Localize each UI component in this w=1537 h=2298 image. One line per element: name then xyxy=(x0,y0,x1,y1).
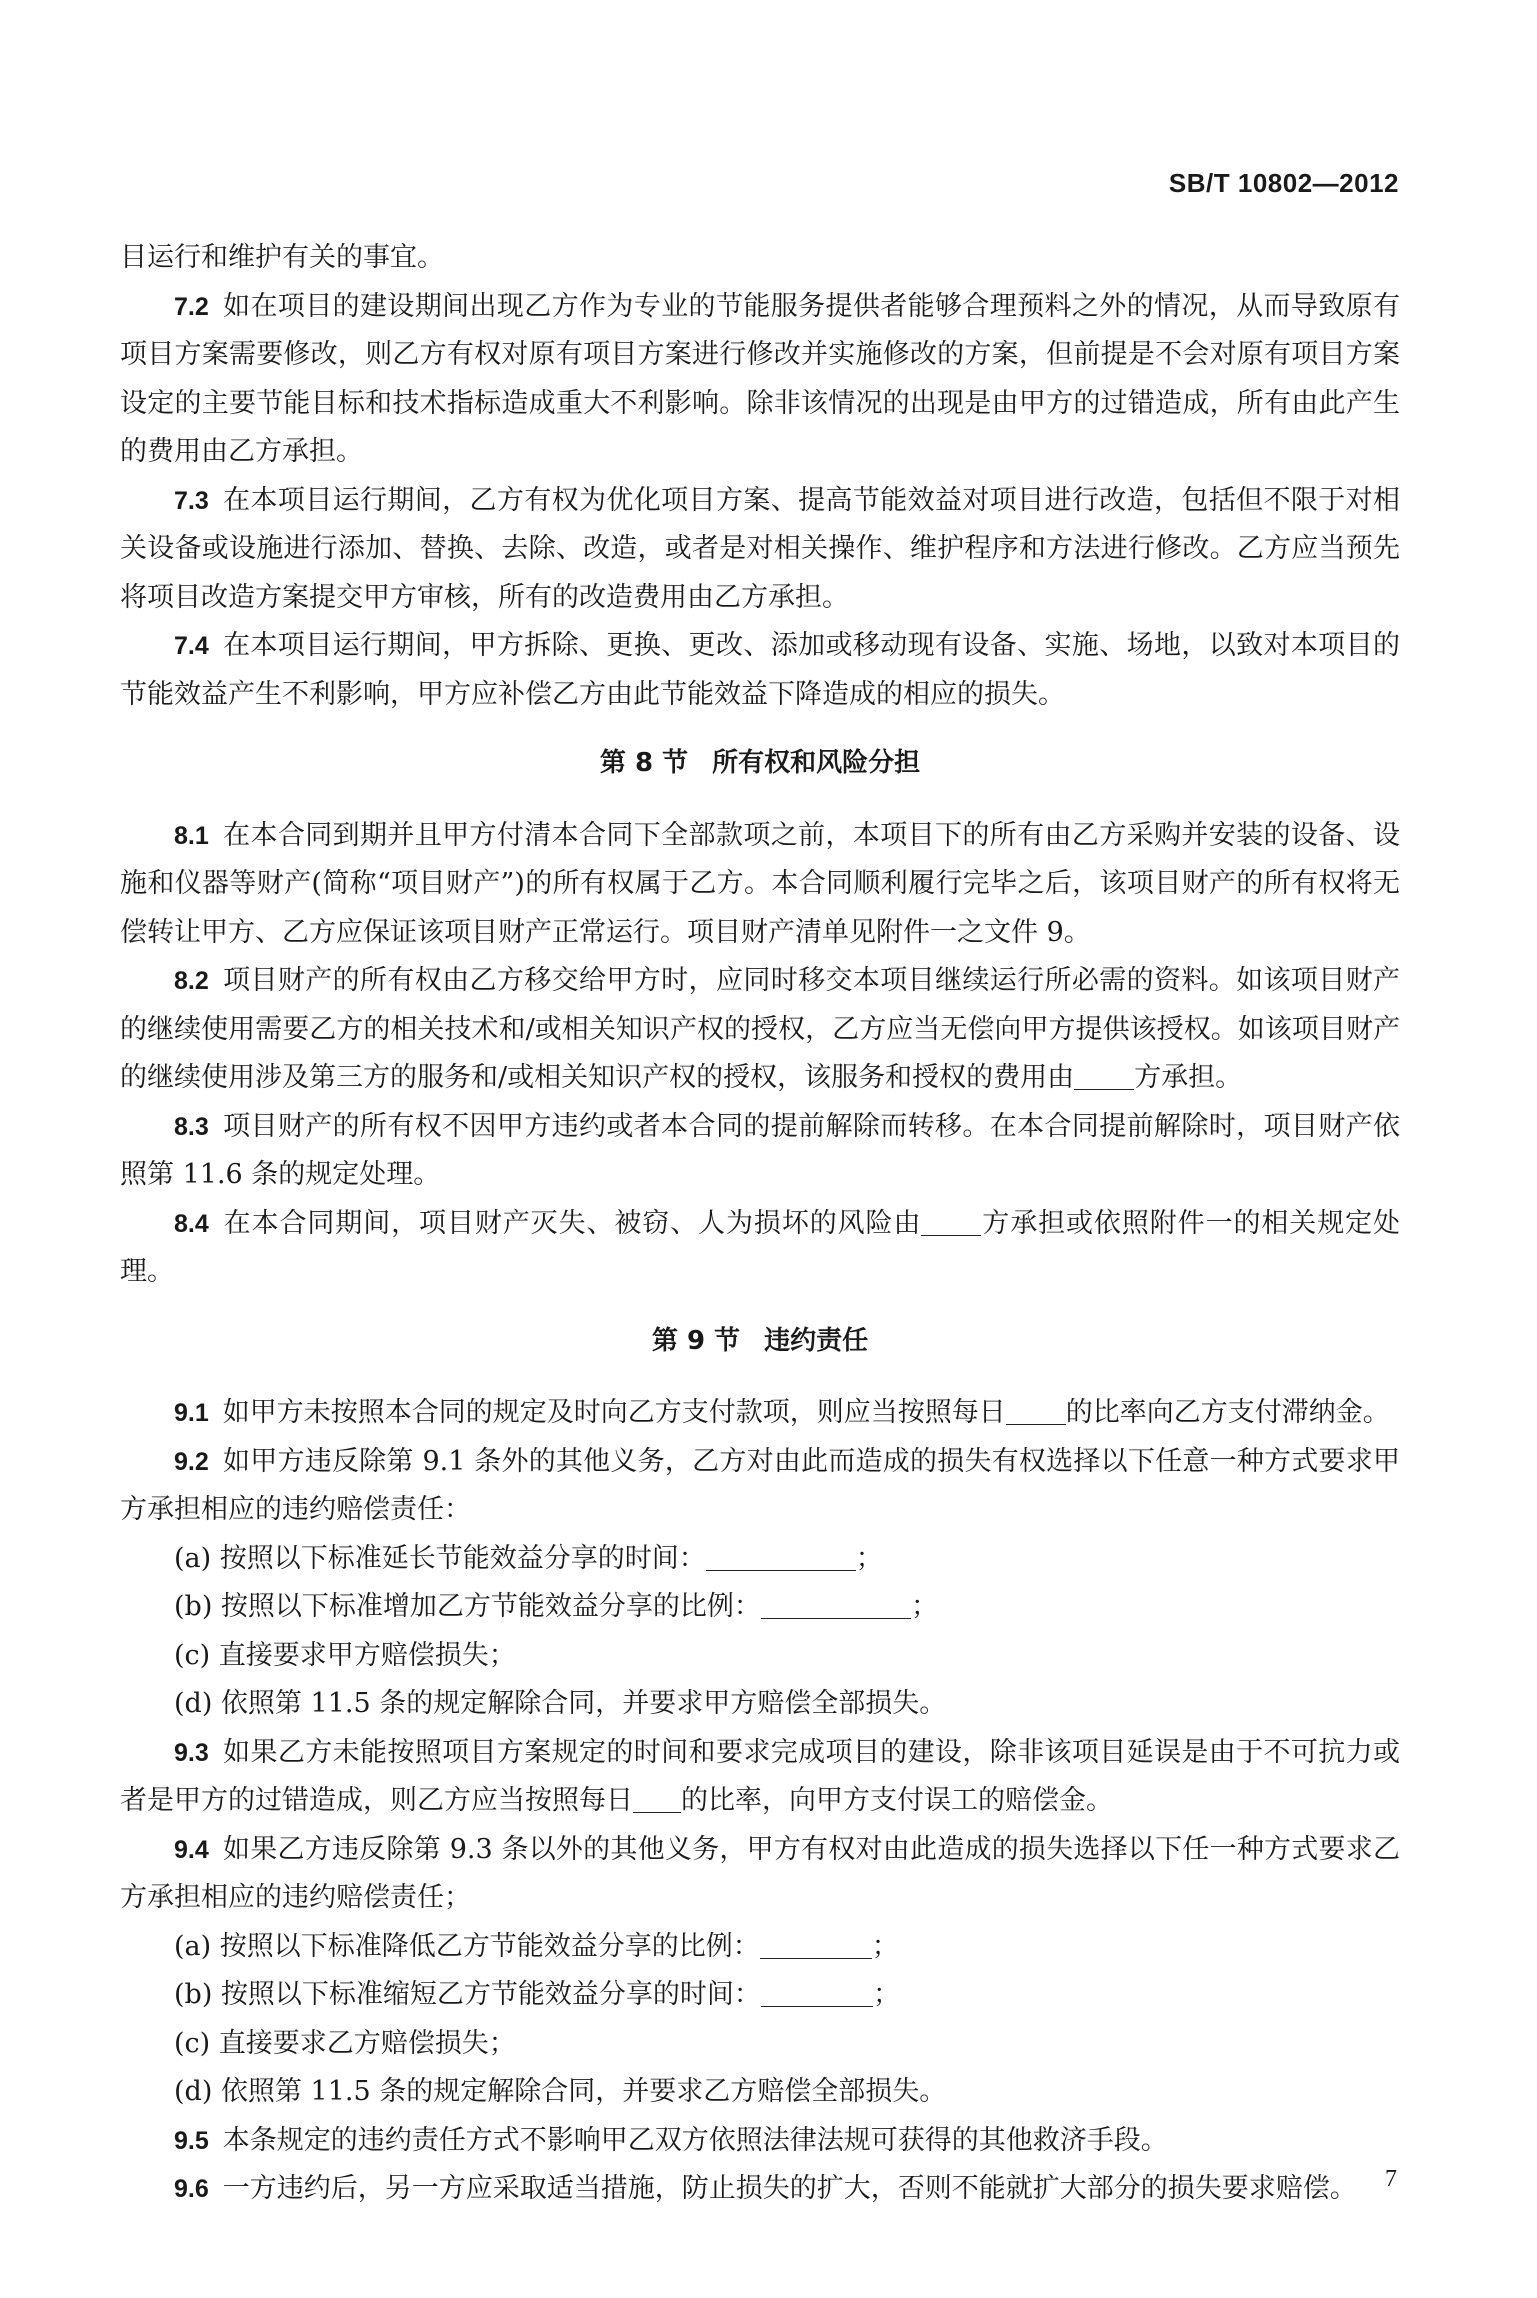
clause-text-cont: 方承担或依照附件一的相关规定处理。 xyxy=(120,1207,1401,1287)
clause-7-3 xyxy=(120,477,1400,623)
clause-9-2 xyxy=(120,1438,1400,1535)
fill-blank xyxy=(706,1540,856,1571)
fill-blank xyxy=(1074,1059,1134,1090)
clause-text: 如在项目的建设期间出现乙方作为专业的节能服务提供者能够合理预料之外的情况，从而导致原有项目方案需要修改，则乙方有权对原有项目方案进行修改并实施修改的方案，但前提是不会对原有项目方案设定的主要节能目标和技术指标造成重大不利影响。除非该情况的出现是由甲方的过错造成，所有由此产生的费用由乙方承担。 xyxy=(120,290,1400,467)
fill-blank xyxy=(761,1588,911,1619)
section-9-heading xyxy=(120,1317,1400,1366)
clause-text: 项目财产的所有权不因甲方违约或者本合同的提前解除而转移。在本合同提前解除时，项目财产依照第 11.6 条的规定处理。 xyxy=(120,1110,1400,1190)
clause-text: 如甲方违反除第 9.1 条外的其他义务，乙方对由此而造成的损失有权选择以下任意一种方式要求甲方承担相应的违约赔偿责任： xyxy=(120,1445,1400,1525)
page-number: 7 xyxy=(1385,2166,1397,2192)
clause-8-4 xyxy=(120,1200,1400,1297)
clause-9-4-a: (a) 按照以下标准降低乙方节能效益分享的比例： ； xyxy=(120,1923,1400,1972)
clause-text: 本条规定的违约责任方式不影响甲乙双方依照法律法规可获得的其他救济手段。 xyxy=(222,2124,1168,2156)
continuation-text: 目运行和维护有关的事宜。 xyxy=(120,242,444,273)
fill-blank xyxy=(1006,1394,1066,1425)
clause-number: 7.3 xyxy=(174,486,209,515)
document-body xyxy=(120,234,1400,2214)
standard-code: SB/T 10802—2012 xyxy=(1168,168,1399,198)
clause-number: 9.3 xyxy=(174,1738,209,1767)
clause-text: 在本合同期间，项目财产灭失、被窃、人为损坏的风险由 xyxy=(222,1207,922,1239)
clause-text-cont: 方承担。 xyxy=(1134,1062,1243,1093)
clause-7-2 xyxy=(120,283,1400,477)
clause-text: 在本项目运行期间，乙方有权为优化项目方案、提高节能效益对项目进行改造，包括但不限于对相关设备或设施进行添加、替换、去除、改造，或者是对相关操作、维护程序和方法进行修改。乙方应当预先将项目改造方案提交甲方审核，所有的改造费用由乙方承担。 xyxy=(120,484,1400,613)
section-title: 违约责任 xyxy=(764,1325,869,1356)
clause-number: 8.4 xyxy=(174,1209,209,1238)
clause-text: 如果乙方未能按照项目方案规定的时间和要求完成项目的建设，除非该项目延误是由于不可抗力或者是甲方的过错造成，则乙方应当按照每日 xyxy=(120,1736,1400,1816)
clause-text: 在本项目运行期间，甲方拆除、更换、更改、添加或移动现有设备、实施、场地，以致对本项目的节能效益产生不利影响，甲方应补偿乙方由此节能效益下降造成的相应的损失。 xyxy=(120,630,1400,710)
clause-9-2-c: (c) 直接要求甲方赔偿损失； xyxy=(174,1639,516,1671)
clause-9-4-c: (c) 直接要求乙方赔偿损失； xyxy=(174,2027,516,2059)
clause-text: 在本合同到期并且甲方付清本合同下全部款项之前，本项目下的所有由乙方采购并安装的设备、设施和仪器等财产(简称“项目财产”)的所有权属于乙方。本合同顺利履行完毕之后，该项目财产的所有权将无偿转让甲方、乙方应保证该项目财产正常运行。项目财产清单见附件一之文件 9。 xyxy=(120,819,1400,948)
clause-number: 9.5 xyxy=(174,2126,209,2155)
clause-number: 9.4 xyxy=(174,1835,209,1864)
clause-text-cont: 的比率，向甲方支付误工的赔偿金。 xyxy=(681,1785,1113,1816)
clause-9-4-d: (d) 依照第 11.5 条的规定解除合同，并要求乙方赔偿全部损失。 xyxy=(174,2076,947,2107)
clause-9-4-b: (b) 按照以下标准缩短乙方节能效益分享的时间： ； xyxy=(120,1971,1400,2020)
clause-number: 8.1 xyxy=(174,821,209,850)
clause-8-1 xyxy=(120,812,1400,958)
clause-text: 一方违约后，另一方应采取适当措施，防止损失的扩大，否则不能就扩大部分的损失要求赔偿。 xyxy=(222,2173,1357,2204)
clause-number: 8.2 xyxy=(174,967,209,995)
clause-number: 8.3 xyxy=(174,1112,209,1141)
fill-blank xyxy=(760,1928,872,1959)
clause-8-3 xyxy=(120,1103,1400,1200)
clause-9-5 xyxy=(120,2117,1400,2166)
fill-blank xyxy=(761,1976,873,2007)
clause-9-6 xyxy=(120,2165,1400,2214)
clause-8-2 xyxy=(120,957,1400,1103)
clause-9-4 xyxy=(120,1826,1400,1923)
section-title: 所有权和风险分担 xyxy=(712,748,921,778)
clause-text: 如果乙方违反除第 9.3 条以外的其他义务，甲方有权对由此造成的损失选择以下任一种方式要求乙方承担相应的违约赔偿责任； xyxy=(120,1833,1400,1913)
clause-9-2-a: (a) 按照以下标准延长节能效益分享的时间： ； xyxy=(120,1535,1400,1584)
clause-number: 9.1 xyxy=(174,1399,209,1427)
clause-number: 9.2 xyxy=(174,1447,209,1476)
clause-9-2-d: (d) 依照第 11.5 条的规定解除合同，并要求甲方赔偿全部损失。 xyxy=(174,1688,947,1719)
clause-text: 项目财产的所有权由乙方移交给甲方时，应同时移交本项目继续运行所必需的资料。如该项目财产的继续使用需要乙方的相关技术和/或相关知识产权的授权，乙方应当无偿向甲方提供该授权。如该项目财产的继续使用涉及第三方的服务和/或相关知识产权的授权，该服务和授权的费用由 xyxy=(120,965,1400,1093)
clause-9-2-b: (b) 按照以下标准增加乙方节能效益分享的比例： ； xyxy=(120,1583,1400,1632)
section-label: 第 8 节 xyxy=(599,748,689,778)
fill-blank xyxy=(633,1782,681,1813)
clause-9-1 xyxy=(120,1389,1400,1438)
clause-7-4 xyxy=(120,622,1400,719)
section-label: 第 9 节 xyxy=(651,1325,741,1356)
clause-9-3 xyxy=(120,1729,1400,1826)
clause-number: 7.4 xyxy=(174,632,209,660)
fill-blank xyxy=(921,1205,981,1236)
clause-text-cont: 的比率向乙方支付滞纳金。 xyxy=(1065,1397,1390,1428)
clause-text: 如甲方未按照本合同的规定及时向乙方支付款项，则应当按照每日 xyxy=(222,1397,1006,1428)
section-8-heading xyxy=(120,739,1400,788)
clause-number: 9.6 xyxy=(174,2175,209,2203)
clause-number: 7.2 xyxy=(174,292,209,321)
